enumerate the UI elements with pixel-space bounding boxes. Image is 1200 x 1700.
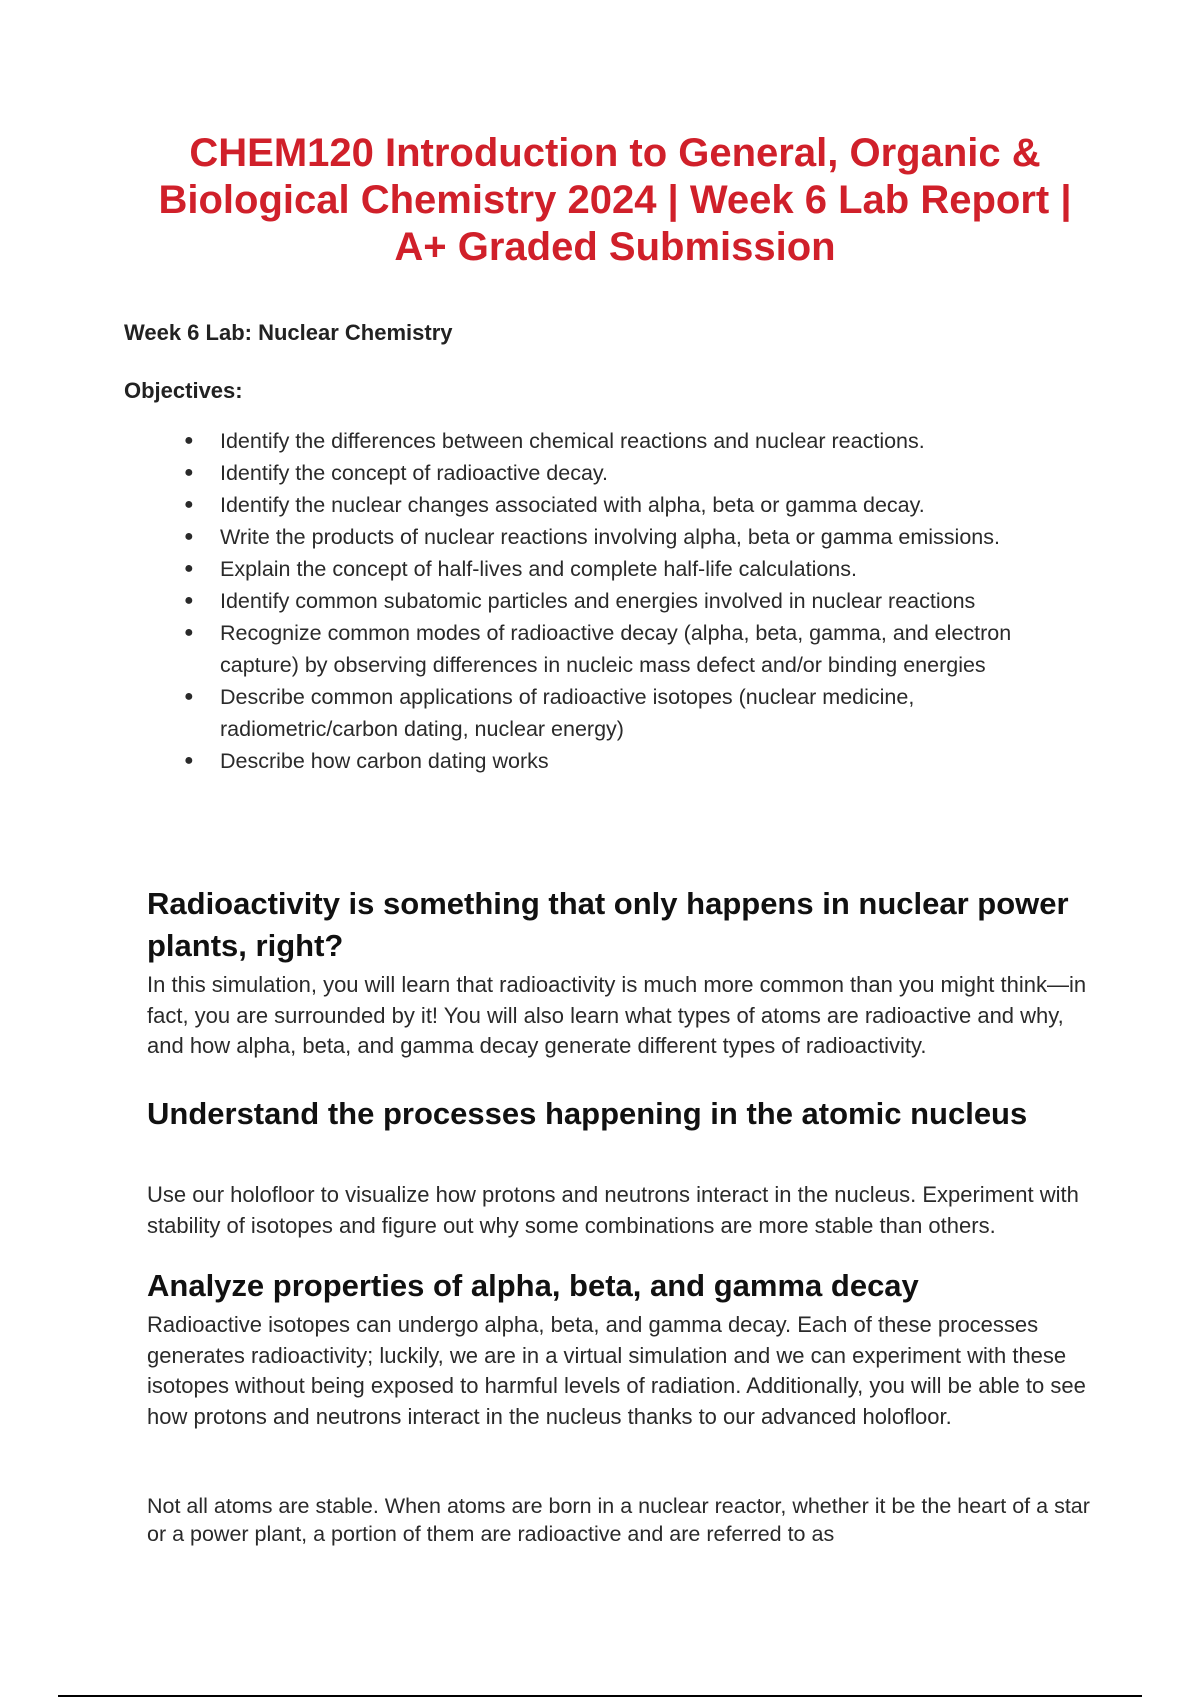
- bullet-icon: ●: [184, 624, 194, 641]
- objective-text: Identify the nuclear changes associated with alpha, beta or gamma decay.: [220, 493, 925, 517]
- objective-text: Recognize common modes of radioactive decay (alpha, beta, gamma, and electron capture) by observing differences in nucleic mass defect and/or binding energies: [220, 621, 1012, 677]
- objectives-heading: Objectives:: [124, 378, 243, 403]
- section-heading-atomic-nucleus: Understand the processes happening in the atomic nucleus: [147, 1096, 1028, 1131]
- bullet-icon: ●: [184, 464, 194, 481]
- lab-title: Week 6 Lab: Nuclear Chemistry: [124, 320, 453, 345]
- objective-text: Describe how carbon dating works: [220, 749, 549, 773]
- objective-text: Describe common applications of radioactive isotopes (nuclear medicine, radiometric/carbon dating, nuclear energy): [220, 685, 915, 741]
- title-line: Biological Chemistry 2024 | Week 6 Lab Report |: [158, 178, 1072, 222]
- page-bottom-rule: [58, 1695, 1142, 1697]
- section-heading-radioactivity: Radioactivity is something that only happens in nuclear power plants, right?: [147, 886, 1069, 963]
- section-body-radioactivity: In this simulation, you will learn that radioactivity is much more common than you might think—in fact, you are surrounded by it! You will also learn what types of atoms are radioactive and why, and how alpha, beta, and gamma decay generate different types of radioactivity.: [147, 972, 1087, 1058]
- objective-text: Write the products of nuclear reactions involving alpha, beta or gamma emissions.: [220, 525, 1000, 549]
- bullet-icon: ●: [184, 528, 194, 545]
- section-heading-decay-properties: Analyze properties of alpha, beta, and gamma decay: [147, 1268, 919, 1303]
- objective-text: Identify the concept of radioactive decay.: [220, 461, 609, 485]
- objective-item: [184, 553, 1084, 585]
- objective-text: Identify the differences between chemical reactions and nuclear reactions.: [220, 429, 925, 453]
- bullet-icon: ●: [184, 592, 194, 609]
- objective-item: [184, 425, 1084, 457]
- section-body-decay-properties: Radioactive isotopes can undergo alpha, beta, and gamma decay. Each of these processes generates radioactivity; luckily, we are in a virtual simulation and we can experiment with these isotopes without being exposed to harmful levels of radiation. Additionally, you will be able to see how protons and neutrons interact in the nucleus thanks to our advanced holofloor.: [147, 1312, 1086, 1429]
- title-line: CHEM120 Introduction to General, Organic &: [189, 131, 1041, 175]
- bullet-icon: ●: [184, 752, 194, 769]
- objective-item: [184, 681, 1084, 745]
- section-body-atomic-nucleus: Use our holofloor to visualize how protons and neutrons interact in the nucleus. Experiment with stability of isotopes and figure out why some combinations are more stable than others.: [147, 1182, 1079, 1238]
- bullet-icon: ●: [184, 688, 194, 705]
- closing-paragraph: Not all atoms are stable. When atoms are born in a nuclear reactor, whether it be the heart of a star or a power plant, a portion of them are radioactive and are referred to as: [147, 1494, 1090, 1546]
- bullet-icon: ●: [184, 496, 194, 513]
- objective-item: [184, 521, 1084, 553]
- objective-item: [184, 457, 1084, 489]
- objectives-list: [184, 425, 1084, 777]
- objective-text: Explain the concept of half-lives and complete half-life calculations.: [220, 557, 857, 581]
- objective-item: [184, 745, 1084, 777]
- objective-item: [184, 585, 1084, 617]
- objective-text: Identify common subatomic particles and energies involved in nuclear reactions: [220, 589, 976, 613]
- bullet-icon: ●: [184, 560, 194, 577]
- objective-item: [184, 489, 1084, 521]
- title-line: A+ Graded Submission: [394, 225, 836, 269]
- objective-item: [184, 617, 1084, 681]
- document-title: [120, 130, 1110, 271]
- bullet-icon: ●: [184, 432, 194, 449]
